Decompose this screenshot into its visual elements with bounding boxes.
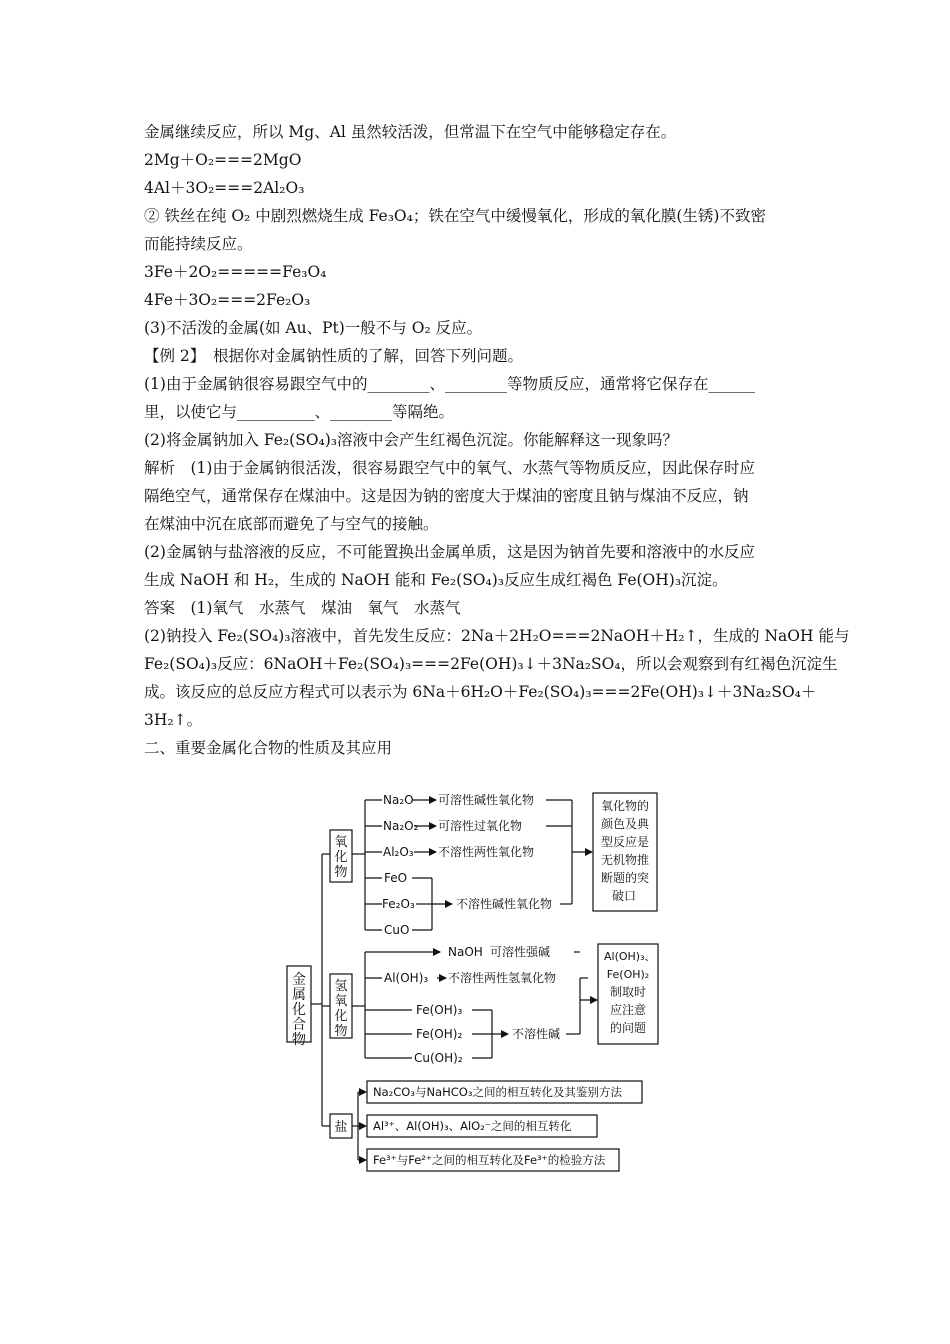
question-line: 里，以使它与__________、________等隔绝。 [144,403,455,421]
hydroxide-description: 不溶性两性氢氧化物 [448,971,557,985]
hydroxide-description: 不溶性碱 [512,1027,561,1041]
root-label-char: 属 [292,987,306,1003]
salt-item: Na₂CO₃与NaHCO₃之间的相互转化及其鉴别方法 [373,1085,622,1099]
oxide-description: 可溶性碱性氧化物 [438,793,535,807]
answer-line: 成。该反应的总反应方程式可以表示为 6Na＋6H₂O＋Fe₂(SO₄)₃===2Fe(OH)₃↓＋3Na₂SO₄＋ [144,683,817,701]
oxide-formula: FeO [384,871,408,885]
salt-item: Al³⁺、Al(OH)₃、AlO₂⁻之间的相互转化 [373,1119,572,1133]
hydroxide-formula: Cu(OH)₂ [414,1051,463,1065]
text-line: 而能持续反应。 [144,235,253,253]
hydroxide-note-line: 的问题 [609,1021,647,1035]
question-line: (1)由于金属钠很容易跟空气中的________、________等物质反应，通常将它保存在______ [144,375,755,393]
equation-line: 3Fe＋2O₂=====Fe₃O₄ [144,263,327,281]
hydroxide-label-char: 氧 [334,994,348,1009]
oxide-label-char: 物 [334,865,348,880]
oxide-note-line: 氧化物的 [600,799,650,813]
equation-line: 4Al＋3O₂===2Al₂O₃ [144,179,305,197]
example-heading: 【例 2】 根据你对金属钠性质的了解，回答下列问题。 [144,347,524,365]
oxide-formula: Na₂O₂ [383,819,419,833]
hydroxide-description: 可溶性强碱 [490,945,551,959]
oxide-note-line: 型反应是 [600,835,650,849]
question-line: (2)将金属钠加入 Fe₂(SO₄)₃溶液中会产生红褐色沉淀。你能解释这一现象吗？ [144,431,679,449]
oxide-note-line: 断题的突 [600,871,650,885]
root-label-char: 金 [292,972,306,988]
answer-line: Fe₂(SO₄)₃反应：6NaOH＋Fe₂(SO₄)₃===2Fe(OH)₃↓＋3Na₂SO₄，所以会观察到有红褐色沉淀生 [144,655,838,673]
hydroxide-formula: Fe(OH)₂ [416,1027,463,1041]
root-label-char: 物 [292,1032,306,1048]
oxide-note-line: 颜色及典 [600,817,650,831]
hydroxide-note-line: Fe(OH)₂ [606,968,650,981]
oxide-note-line: 无机物推 [600,853,650,867]
analysis-line: 解析 (1)由于金属钠很活泼，很容易跟空气中的氧气、水蒸气等物质反应，因此保存时应 [144,459,755,477]
oxide-description: 不溶性两性氧化物 [438,845,535,859]
text-line: ② 铁丝在纯 O₂ 中剧烈燃烧生成 Fe₃O₄；铁在空气中缓慢氧化，形成的氧化膜(生锈)不致密 [144,207,766,225]
oxide-note-line: 破口 [612,889,637,903]
text-line: 金属继续反应，所以 Mg、Al 虽然较活泼，但常温下在空气中能够稳定存在。 [144,123,677,141]
hydroxide-note-line: Al(OH)₃、 [604,950,656,963]
analysis-line: 在煤油中沉在底部而避免了与空气的接触。 [144,515,439,533]
oxide-formula: Na₂O [383,793,414,807]
answer-line: (2)钠投入 Fe₂(SO₄)₃溶液中，首先发生反应：2Na＋2H₂O===2NaOH＋H₂↑，生成的 NaOH 能与 [144,627,850,645]
root-label-char: 化 [292,1002,306,1018]
oxide-formula: CuO [384,923,410,937]
oxide-description: 不溶性碱性氧化物 [456,897,553,911]
hydroxide-formula: NaOH [448,945,483,959]
root-label-char: 合 [292,1017,306,1033]
equation-line: 4Fe＋3O₂===2Fe₂O₃ [144,291,311,309]
hydroxide-formula: Fe(OH)₃ [416,1003,463,1017]
equation-line: 2Mg＋O₂===2MgO [144,151,302,169]
hydroxide-label-char: 化 [334,1009,348,1024]
hydroxide-note-line: 应注意 [609,1003,647,1017]
analysis-line: 隔绝空气，通常保存在煤油中。这是因为钠的密度大于煤油的密度且钠与煤油不反应，钠 [144,487,749,505]
oxide-formula: Al₂O₃ [383,845,414,859]
analysis-line: 生成 NaOH 和 H₂，生成的 NaOH 能和 Fe₂(SO₄)₃反应生成红褐色 Fe(OH)₃沉淀。 [144,571,728,589]
salt-item: Fe³⁺与Fe²⁺之间的相互转化及Fe³⁺的检验方法 [373,1153,606,1167]
hydroxide-note-line: 制取时 [609,985,647,999]
oxide-formula: Fe₂O₃ [382,897,415,911]
salt-label: 盐 [334,1120,348,1135]
hydroxide-label-char: 氢 [334,979,348,994]
oxide-label-char: 氧 [334,835,348,850]
oxide-description: 可溶性过氧化物 [438,819,523,833]
hydroxide-formula: Al(OH)₃ [384,971,429,985]
oxide-label-char: 化 [334,850,348,865]
analysis-line: (2)金属钠与盐溶液的反应，不可能置换出金属单质，这是因为钠首先要和溶液中的水反应 [144,543,755,561]
answer-line: 答案 (1)氧气 水蒸气 煤油 氧气 水蒸气 [144,599,461,617]
hydroxide-label-char: 物 [334,1024,348,1039]
section-heading: 二、重要金属化合物的性质及其应用 [144,739,393,757]
text-line: (3)不活泼的金属(如 Au、Pt)一般不与 O₂ 反应。 [144,319,483,337]
answer-line: 3H₂↑。 [144,711,203,729]
